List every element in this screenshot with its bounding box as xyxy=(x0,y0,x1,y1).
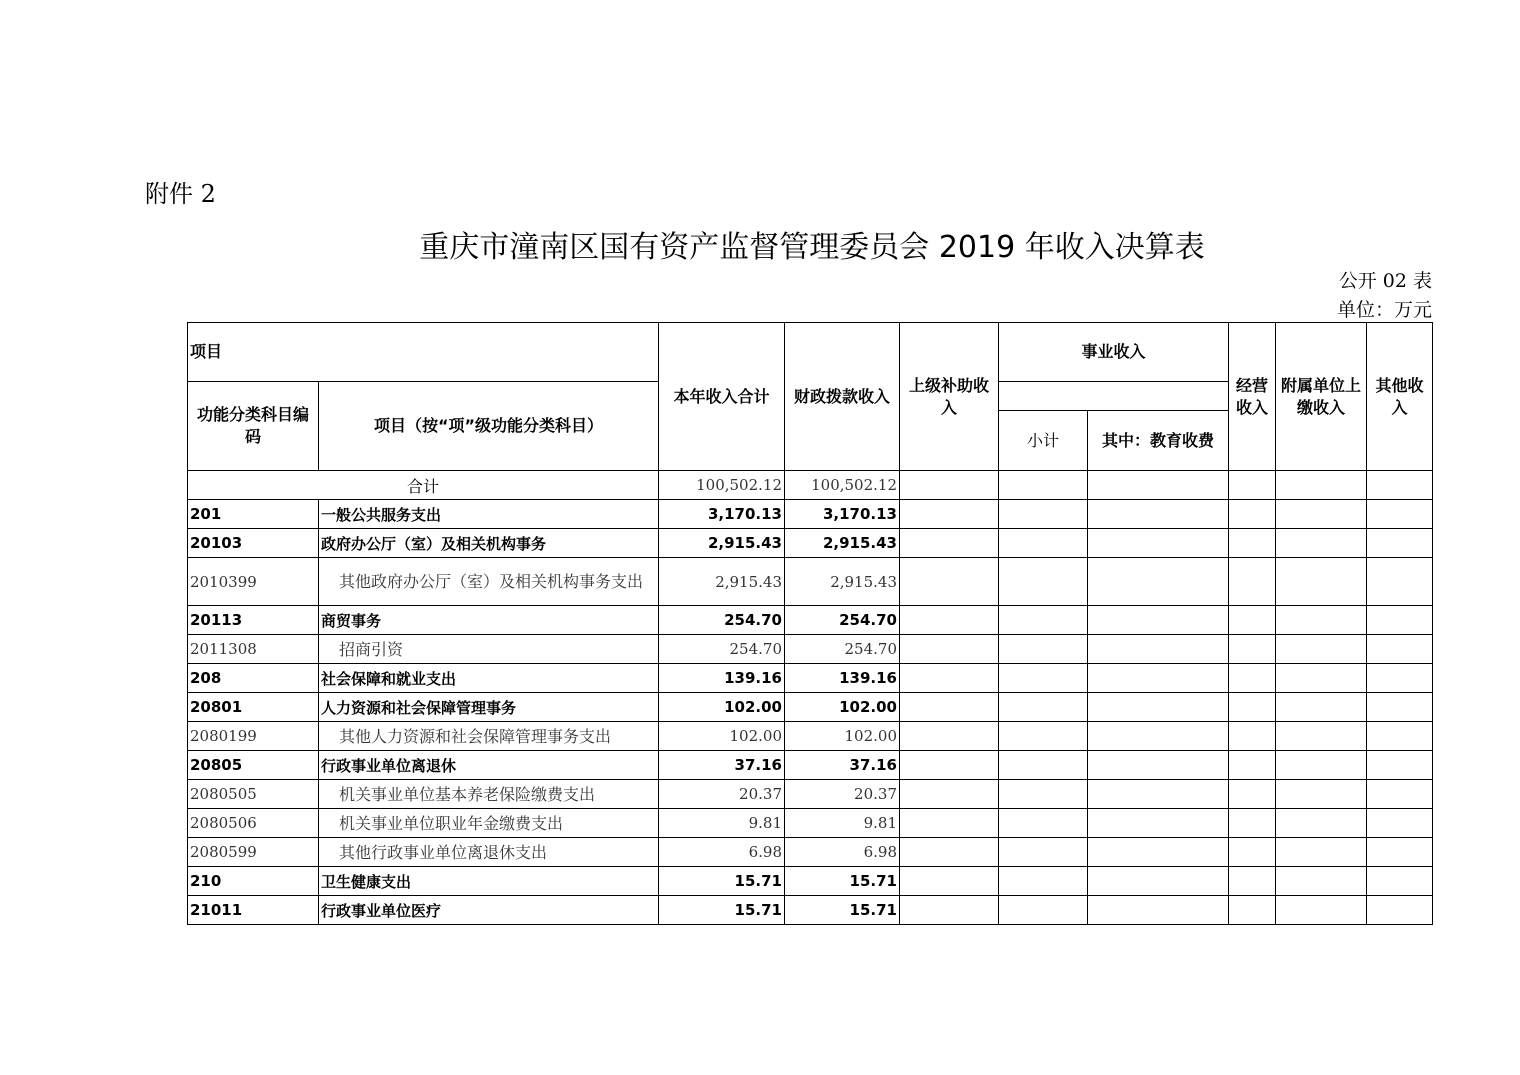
empty-cell xyxy=(999,529,1088,558)
unit-label: 单位：万元 xyxy=(1336,299,1432,321)
total-row xyxy=(188,471,1433,500)
table-row xyxy=(188,693,1433,722)
row-name: 行政事业单位医疗 xyxy=(319,896,659,925)
empty-cell xyxy=(999,751,1088,780)
empty-cell xyxy=(1229,693,1276,722)
row-total-income: 15.71 xyxy=(659,867,785,896)
empty-cell xyxy=(1276,529,1367,558)
total-income-value: 100,502.12 xyxy=(659,471,785,500)
table-row xyxy=(188,722,1433,751)
row-code: 210 xyxy=(188,867,319,896)
row-fiscal-allocation: 254.70 xyxy=(785,606,900,635)
empty-cell xyxy=(900,500,999,529)
row-name: 其他政府办公厅（室）及相关机构事务支出 xyxy=(319,558,659,606)
empty-cell xyxy=(1229,500,1276,529)
row-code: 2010399 xyxy=(188,558,319,606)
empty-cell xyxy=(1088,896,1229,925)
table-row xyxy=(188,751,1433,780)
form-number: 公开 02 表 xyxy=(1338,270,1432,292)
row-fiscal-allocation: 3,170.13 xyxy=(785,500,900,529)
table-row xyxy=(188,838,1433,867)
empty-cell xyxy=(1276,500,1367,529)
empty-cell xyxy=(1088,558,1229,606)
table-row xyxy=(188,780,1433,809)
table-row xyxy=(188,558,1433,606)
row-code: 2080506 xyxy=(188,809,319,838)
table-row xyxy=(188,635,1433,664)
empty-cell xyxy=(1276,664,1367,693)
empty-cell xyxy=(1367,606,1433,635)
empty-cell xyxy=(900,809,999,838)
table-row xyxy=(188,529,1433,558)
income-table xyxy=(187,322,1433,925)
row-code: 2080599 xyxy=(188,838,319,867)
row-code: 2080199 xyxy=(188,722,319,751)
empty-cell xyxy=(1367,664,1433,693)
empty-cell xyxy=(1276,780,1367,809)
row-total-income: 139.16 xyxy=(659,664,785,693)
row-fiscal-allocation: 37.16 xyxy=(785,751,900,780)
empty-cell xyxy=(1229,896,1276,925)
empty-cell xyxy=(999,780,1088,809)
table-row xyxy=(188,867,1433,896)
page-title xyxy=(0,222,1520,266)
empty-cell xyxy=(1088,838,1229,867)
empty-cell xyxy=(1276,722,1367,751)
header-other-income: 其他收入 xyxy=(1367,323,1433,471)
empty-cell xyxy=(1088,809,1229,838)
row-total-income: 2,915.43 xyxy=(659,529,785,558)
row-total-income: 15.71 xyxy=(659,896,785,925)
empty-cell xyxy=(1088,635,1229,664)
empty-cell xyxy=(1088,722,1229,751)
row-total-income: 9.81 xyxy=(659,809,785,838)
header-item-name: 项目（按“项”级功能分类科目） xyxy=(319,382,659,471)
empty-cell xyxy=(1229,664,1276,693)
row-name: 社会保障和就业支出 xyxy=(319,664,659,693)
empty-cell xyxy=(1367,722,1433,751)
row-total-income: 3,170.13 xyxy=(659,500,785,529)
table-row xyxy=(188,606,1433,635)
row-code: 2080505 xyxy=(188,780,319,809)
empty-cell xyxy=(999,896,1088,925)
attachment-label: 附件 2 xyxy=(145,180,216,208)
empty-cell xyxy=(1229,635,1276,664)
row-fiscal-allocation: 6.98 xyxy=(785,838,900,867)
empty-cell xyxy=(999,558,1088,606)
empty-cell xyxy=(1367,529,1433,558)
empty-cell xyxy=(1367,809,1433,838)
row-name: 行政事业单位离退休 xyxy=(319,751,659,780)
row-code: 20113 xyxy=(188,606,319,635)
row-fiscal-allocation: 102.00 xyxy=(785,693,900,722)
empty-cell xyxy=(1276,838,1367,867)
empty-cell xyxy=(999,838,1088,867)
row-total-income: 102.00 xyxy=(659,722,785,751)
empty-cell xyxy=(1367,558,1433,606)
empty-cell xyxy=(1276,867,1367,896)
empty-cell xyxy=(1229,606,1276,635)
row-fiscal-allocation: 2,915.43 xyxy=(785,558,900,606)
empty-cell xyxy=(1367,896,1433,925)
row-code: 20103 xyxy=(188,529,319,558)
empty-cell xyxy=(1088,693,1229,722)
empty-cell xyxy=(1276,606,1367,635)
row-total-income: 2,915.43 xyxy=(659,558,785,606)
empty-cell xyxy=(1088,529,1229,558)
header-operating-income: 经营收入 xyxy=(1229,323,1276,471)
header-superior-subsidy: 上级补助收入 xyxy=(900,323,999,471)
row-fiscal-allocation: 139.16 xyxy=(785,664,900,693)
header-education-fee: 其中：教育收费 xyxy=(1088,411,1229,471)
empty-cell xyxy=(1229,780,1276,809)
empty-cell xyxy=(1367,635,1433,664)
table-row xyxy=(188,896,1433,925)
header-business-income: 事业收入 xyxy=(999,323,1229,382)
row-name: 商贸事务 xyxy=(319,606,659,635)
empty-cell xyxy=(1229,558,1276,606)
row-name: 人力资源和社会保障管理事务 xyxy=(319,693,659,722)
empty-cell xyxy=(999,693,1088,722)
empty-cell xyxy=(900,751,999,780)
empty-cell xyxy=(1276,558,1367,606)
empty-cell xyxy=(999,809,1088,838)
empty-cell xyxy=(900,838,999,867)
row-name: 其他人力资源和社会保障管理事务支出 xyxy=(319,722,659,751)
empty-cell xyxy=(900,867,999,896)
row-fiscal-allocation: 102.00 xyxy=(785,722,900,751)
empty-cell xyxy=(1088,471,1229,500)
empty-cell xyxy=(1229,809,1276,838)
row-total-income: 37.16 xyxy=(659,751,785,780)
empty-cell xyxy=(1088,867,1229,896)
empty-cell xyxy=(1229,529,1276,558)
empty-cell xyxy=(1367,780,1433,809)
row-fiscal-allocation: 15.71 xyxy=(785,896,900,925)
row-code: 21011 xyxy=(188,896,319,925)
empty-cell xyxy=(999,635,1088,664)
row-code: 208 xyxy=(188,664,319,693)
empty-cell xyxy=(1229,838,1276,867)
empty-cell xyxy=(1088,751,1229,780)
empty-cell xyxy=(1088,500,1229,529)
empty-cell xyxy=(1276,471,1367,500)
page-title-text: 重庆市潼南区国有资产监督管理委员会 2019 年收入决算表 xyxy=(419,230,1205,265)
row-name: 机关事业单位职业年金缴费支出 xyxy=(319,809,659,838)
header-fiscal-allocation: 财政拨款收入 xyxy=(785,323,900,471)
row-total-income: 254.70 xyxy=(659,635,785,664)
empty-cell xyxy=(999,664,1088,693)
empty-cell xyxy=(1088,780,1229,809)
row-total-income: 254.70 xyxy=(659,606,785,635)
row-name: 机关事业单位基本养老保险缴费支出 xyxy=(319,780,659,809)
empty-cell xyxy=(999,500,1088,529)
empty-cell xyxy=(900,664,999,693)
empty-cell xyxy=(999,471,1088,500)
empty-cell xyxy=(999,606,1088,635)
empty-cell xyxy=(1276,751,1367,780)
row-name: 其他行政事业单位离退休支出 xyxy=(319,838,659,867)
empty-cell xyxy=(1367,751,1433,780)
empty-cell xyxy=(1229,751,1276,780)
row-fiscal-allocation: 15.71 xyxy=(785,867,900,896)
empty-cell xyxy=(1367,693,1433,722)
empty-cell xyxy=(1276,896,1367,925)
empty-cell xyxy=(900,635,999,664)
row-name: 招商引资 xyxy=(319,635,659,664)
empty-cell xyxy=(999,722,1088,751)
empty-cell xyxy=(1229,471,1276,500)
row-code: 2011308 xyxy=(188,635,319,664)
empty-cell xyxy=(1088,664,1229,693)
empty-cell xyxy=(900,896,999,925)
row-fiscal-allocation: 20.37 xyxy=(785,780,900,809)
empty-cell xyxy=(1367,500,1433,529)
row-fiscal-allocation: 9.81 xyxy=(785,809,900,838)
table-row xyxy=(188,809,1433,838)
total-fiscal-value: 100,502.12 xyxy=(785,471,900,500)
empty-cell xyxy=(1367,838,1433,867)
row-code: 20805 xyxy=(188,751,319,780)
empty-cell xyxy=(1367,471,1433,500)
empty-cell xyxy=(900,780,999,809)
empty-cell xyxy=(1276,809,1367,838)
empty-cell xyxy=(900,471,999,500)
empty-cell xyxy=(900,693,999,722)
header-func-code: 功能分类科目编码 xyxy=(188,382,319,471)
row-total-income: 20.37 xyxy=(659,780,785,809)
empty-cell xyxy=(1229,722,1276,751)
row-total-income: 6.98 xyxy=(659,838,785,867)
empty-cell xyxy=(1367,867,1433,896)
row-name: 一般公共服务支出 xyxy=(319,500,659,529)
row-fiscal-allocation: 2,915.43 xyxy=(785,529,900,558)
empty-cell xyxy=(900,606,999,635)
empty-cell xyxy=(1229,867,1276,896)
empty-cell xyxy=(1276,693,1367,722)
row-code: 201 xyxy=(188,500,319,529)
row-code: 20801 xyxy=(188,693,319,722)
empty-cell xyxy=(1088,606,1229,635)
header-project: 项目 xyxy=(188,323,659,382)
header-subtotal: 小计 xyxy=(999,411,1088,471)
table-row xyxy=(188,500,1433,529)
empty-cell xyxy=(900,558,999,606)
table-row xyxy=(188,664,1433,693)
empty-cell xyxy=(900,722,999,751)
header-affiliated-income: 附属单位上缴收入 xyxy=(1276,323,1367,471)
row-total-income: 102.00 xyxy=(659,693,785,722)
empty-cell xyxy=(999,867,1088,896)
row-name: 政府办公厅（室）及相关机构事务 xyxy=(319,529,659,558)
row-fiscal-allocation: 254.70 xyxy=(785,635,900,664)
header-total-income: 本年收入合计 xyxy=(659,323,785,471)
empty-cell xyxy=(900,529,999,558)
total-label: 合计 xyxy=(188,471,659,500)
empty-cell xyxy=(1276,635,1367,664)
row-name: 卫生健康支出 xyxy=(319,867,659,896)
